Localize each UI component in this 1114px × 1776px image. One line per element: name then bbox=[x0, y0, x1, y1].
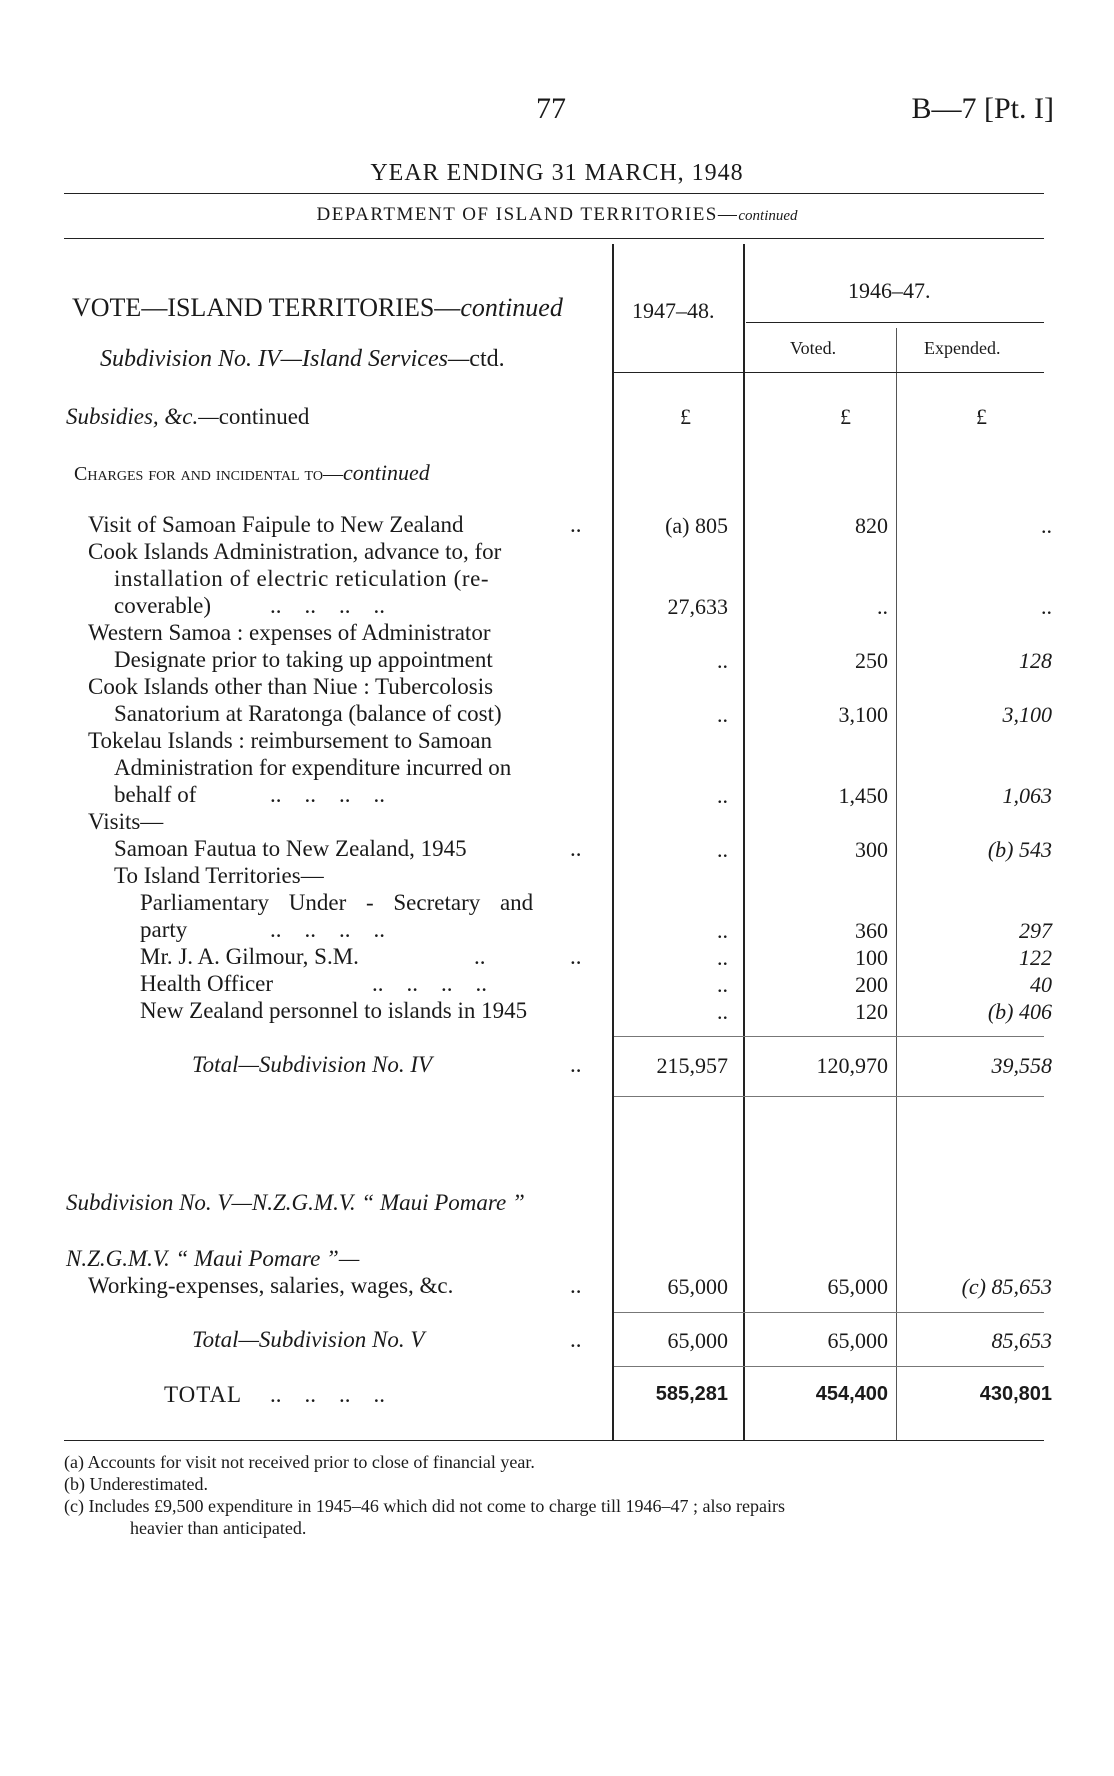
row5-col2: 1,450 bbox=[838, 783, 888, 808]
row-health-officer-text: Health Officer bbox=[140, 971, 274, 996]
rule-total-iv-bottom bbox=[614, 1096, 1044, 1097]
row-leader: .. .. .. .. bbox=[270, 782, 385, 807]
sub5-item-col3 bbox=[902, 1274, 1052, 1300]
col-voted: Voted. bbox=[790, 338, 837, 358]
footnote-c-line2: heavier than anticipated. bbox=[130, 1518, 307, 1538]
to-island-territories-heading: To Island Territories— bbox=[114, 863, 324, 888]
row4-col3: 3,100 bbox=[1002, 702, 1052, 727]
row6-col3 bbox=[902, 837, 1052, 863]
sub5-item-col1: 65,000 bbox=[667, 1274, 728, 1299]
col-1947-48: 1947–48. bbox=[632, 298, 715, 323]
row-leader: .. bbox=[570, 1273, 582, 1298]
row-leader: .. .. .. .. bbox=[270, 1382, 385, 1407]
grand-total-col3: 430,801 bbox=[979, 1383, 1052, 1405]
total-v-label: Total—Subdivision No. V bbox=[192, 1327, 425, 1352]
row2-col3: .. bbox=[1041, 594, 1052, 619]
row4-col2: 3,100 bbox=[838, 702, 888, 727]
row6-col1: .. bbox=[717, 837, 728, 862]
subdivision-iv-ctd: ctd. bbox=[469, 346, 505, 372]
row5-col1: .. bbox=[717, 783, 728, 808]
rule-col-head bbox=[612, 372, 1044, 373]
subdivision-iv-title bbox=[100, 346, 505, 373]
row7-col2: 360 bbox=[855, 918, 888, 943]
row1-col2: 820 bbox=[855, 513, 888, 538]
row-gilmour-text: Mr. J. A. Gilmour, S.M. bbox=[140, 944, 359, 969]
row-parliamentary-l2: party bbox=[140, 917, 188, 942]
grand-total-label: TOTAL bbox=[164, 1382, 243, 1407]
total-v-col1: 65,000 bbox=[667, 1328, 728, 1353]
row-parliamentary-l1: Parliamentary Under - Secretary and bbox=[140, 890, 534, 915]
year-title: YEAR ENDING 31 MARCH, 1948 bbox=[370, 160, 744, 186]
row6-col3-value: (b) 543 bbox=[987, 837, 1052, 862]
row-working-expenses-text: Working-expenses, salaries, wages, &c. bbox=[88, 1273, 454, 1298]
rule-bottom bbox=[64, 1440, 1044, 1441]
row10-col1: .. bbox=[717, 999, 728, 1024]
row-nz-personnel-text: New Zealand personnel to islands in 1945 bbox=[140, 998, 528, 1023]
col-1946-47: 1946–47. bbox=[848, 278, 931, 303]
row3-col3: 128 bbox=[1019, 648, 1052, 673]
row2-col1: 27,633 bbox=[667, 594, 728, 619]
page-number: 77 bbox=[536, 92, 566, 125]
row10-col3-value: (b) 406 bbox=[987, 999, 1052, 1024]
footnote-c-line1: (c) Includes £9,500 expenditure in 1945–46 which did not come to charge till 1946–47 ; also repairs bbox=[64, 1496, 786, 1516]
subsidies-heading bbox=[66, 404, 309, 430]
rule-year-group bbox=[746, 322, 1044, 323]
row2-col2: .. bbox=[877, 594, 888, 619]
row-tubercolosis-l1: Cook Islands other than Niue : Tubercolosis bbox=[88, 674, 494, 699]
row1-col3: .. bbox=[1041, 513, 1052, 538]
row-leader: .. .. .. .. bbox=[372, 971, 487, 996]
total-v-col2: 65,000 bbox=[827, 1328, 888, 1353]
row10-col2: 120 bbox=[855, 999, 888, 1024]
total-iv-col1: 215,957 bbox=[656, 1053, 728, 1078]
vote-title bbox=[72, 293, 563, 323]
row-western-samoa-l2: Designate prior to taking up appointment bbox=[114, 647, 493, 672]
currency-col2: £ bbox=[840, 404, 851, 429]
row-leader: .. bbox=[570, 1327, 582, 1352]
sub5-item-col2: 65,000 bbox=[827, 1274, 888, 1299]
row-leader: .. bbox=[570, 512, 582, 537]
vote-title-label: VOTE—ISLAND TERRITORIES— bbox=[72, 293, 461, 322]
subdivision-v-title: Subdivision No. V—N.Z.G.M.V. “ Maui Pomare ” bbox=[66, 1190, 525, 1215]
subsidies-label: Subsidies, &c.— bbox=[66, 404, 219, 429]
row9-col3: 40 bbox=[1030, 972, 1052, 997]
rule-total-v-top bbox=[614, 1312, 1044, 1313]
row-leader: .. .. .. .. bbox=[270, 593, 385, 618]
rule-dept bbox=[64, 238, 1044, 239]
row7-col1: .. bbox=[717, 918, 728, 943]
row-tokelau-l1: Tokelau Islands : reimbursement to Samoan bbox=[88, 728, 492, 753]
row-western-samoa-l1: Western Samoa : expenses of Administrator bbox=[88, 620, 491, 645]
row-leader: .. bbox=[570, 1052, 582, 1077]
row3-col1: .. bbox=[717, 648, 728, 673]
row-tokelau-l2: Administration for expenditure incurred on bbox=[114, 755, 512, 780]
total-iv-col2: 120,970 bbox=[816, 1053, 888, 1078]
row8-col3: 122 bbox=[1019, 945, 1052, 970]
col-rule-3 bbox=[896, 328, 897, 1440]
row1-col1: (a) 805 bbox=[665, 513, 728, 538]
row-leader: .. bbox=[570, 836, 582, 861]
rule-top bbox=[64, 193, 1044, 194]
row7-col3: 297 bbox=[1019, 918, 1052, 943]
currency-col1: £ bbox=[680, 404, 691, 429]
footnote-a: (a) Accounts for visit not received prior to close of financial year. bbox=[64, 1452, 535, 1472]
grand-total-col1: 585,281 bbox=[655, 1383, 728, 1405]
vote-title-continued: continued bbox=[460, 293, 563, 322]
row-cook-islands-l3: coverable) bbox=[114, 593, 212, 618]
row-samoan-faipule-text: Visit of Samoan Faipule to New Zealand bbox=[88, 512, 464, 537]
row-cook-islands-l2: installation of electric reticulation (re- bbox=[114, 566, 490, 591]
footnote-b: (b) Underestimated. bbox=[64, 1474, 208, 1494]
row4-col1: .. bbox=[717, 702, 728, 727]
total-iv-label: Total—Subdivision No. IV bbox=[192, 1052, 433, 1077]
row10-col3 bbox=[902, 999, 1052, 1025]
row8-col2: 100 bbox=[855, 945, 888, 970]
department-label: DEPARTMENT OF ISLAND TERRITORIES— bbox=[316, 204, 739, 225]
department-continued: continued bbox=[738, 208, 798, 224]
row9-col1: .. bbox=[717, 972, 728, 997]
total-iv-col3: 39,558 bbox=[991, 1053, 1052, 1078]
row-tokelau-l3: behalf of bbox=[114, 782, 197, 807]
department-title bbox=[0, 204, 1114, 226]
grand-total-col2: 454,400 bbox=[815, 1383, 888, 1405]
row-tubercolosis-l2: Sanatorium at Raratonga (balance of cost) bbox=[114, 701, 502, 726]
row9-col2: 200 bbox=[855, 972, 888, 997]
total-v-col3: 85,653 bbox=[991, 1328, 1052, 1353]
charges-label: Charges for and incidental to— bbox=[74, 463, 343, 485]
row6-col2: 300 bbox=[855, 837, 888, 862]
sub5-item-col3-value: (c) 85,653 bbox=[961, 1274, 1052, 1299]
row5-col3: 1,063 bbox=[1002, 783, 1052, 808]
document-reference: B—7 [Pt. I] bbox=[911, 92, 1054, 125]
col-expended: Expended. bbox=[924, 338, 1001, 358]
subdivision-iv-label: Subdivision No. IV—Island Services— bbox=[100, 346, 470, 372]
rule-total-iv-top bbox=[614, 1036, 1044, 1037]
row-cook-islands-l1: Cook Islands Administration, advance to, for bbox=[88, 539, 502, 564]
row-leader: .. .. .. .. bbox=[270, 917, 385, 942]
charges-continued: continued bbox=[342, 460, 430, 485]
rule-grand-total-top bbox=[614, 1366, 1044, 1367]
row3-col2: 250 bbox=[855, 648, 888, 673]
row-samoan-fautua-text: Samoan Fautua to New Zealand, 1945 bbox=[114, 836, 467, 861]
row-leader: .. bbox=[570, 944, 582, 969]
charges-heading bbox=[74, 460, 430, 486]
row-leader: .. bbox=[474, 944, 486, 969]
row8-col1: .. bbox=[717, 945, 728, 970]
subsidies-continued: continued bbox=[218, 404, 310, 429]
col-rule-2 bbox=[743, 244, 745, 1440]
maui-pomare-heading: N.Z.G.M.V. “ Maui Pomare ”— bbox=[66, 1246, 360, 1271]
visits-heading: Visits— bbox=[88, 809, 164, 834]
currency-col3: £ bbox=[976, 404, 987, 429]
